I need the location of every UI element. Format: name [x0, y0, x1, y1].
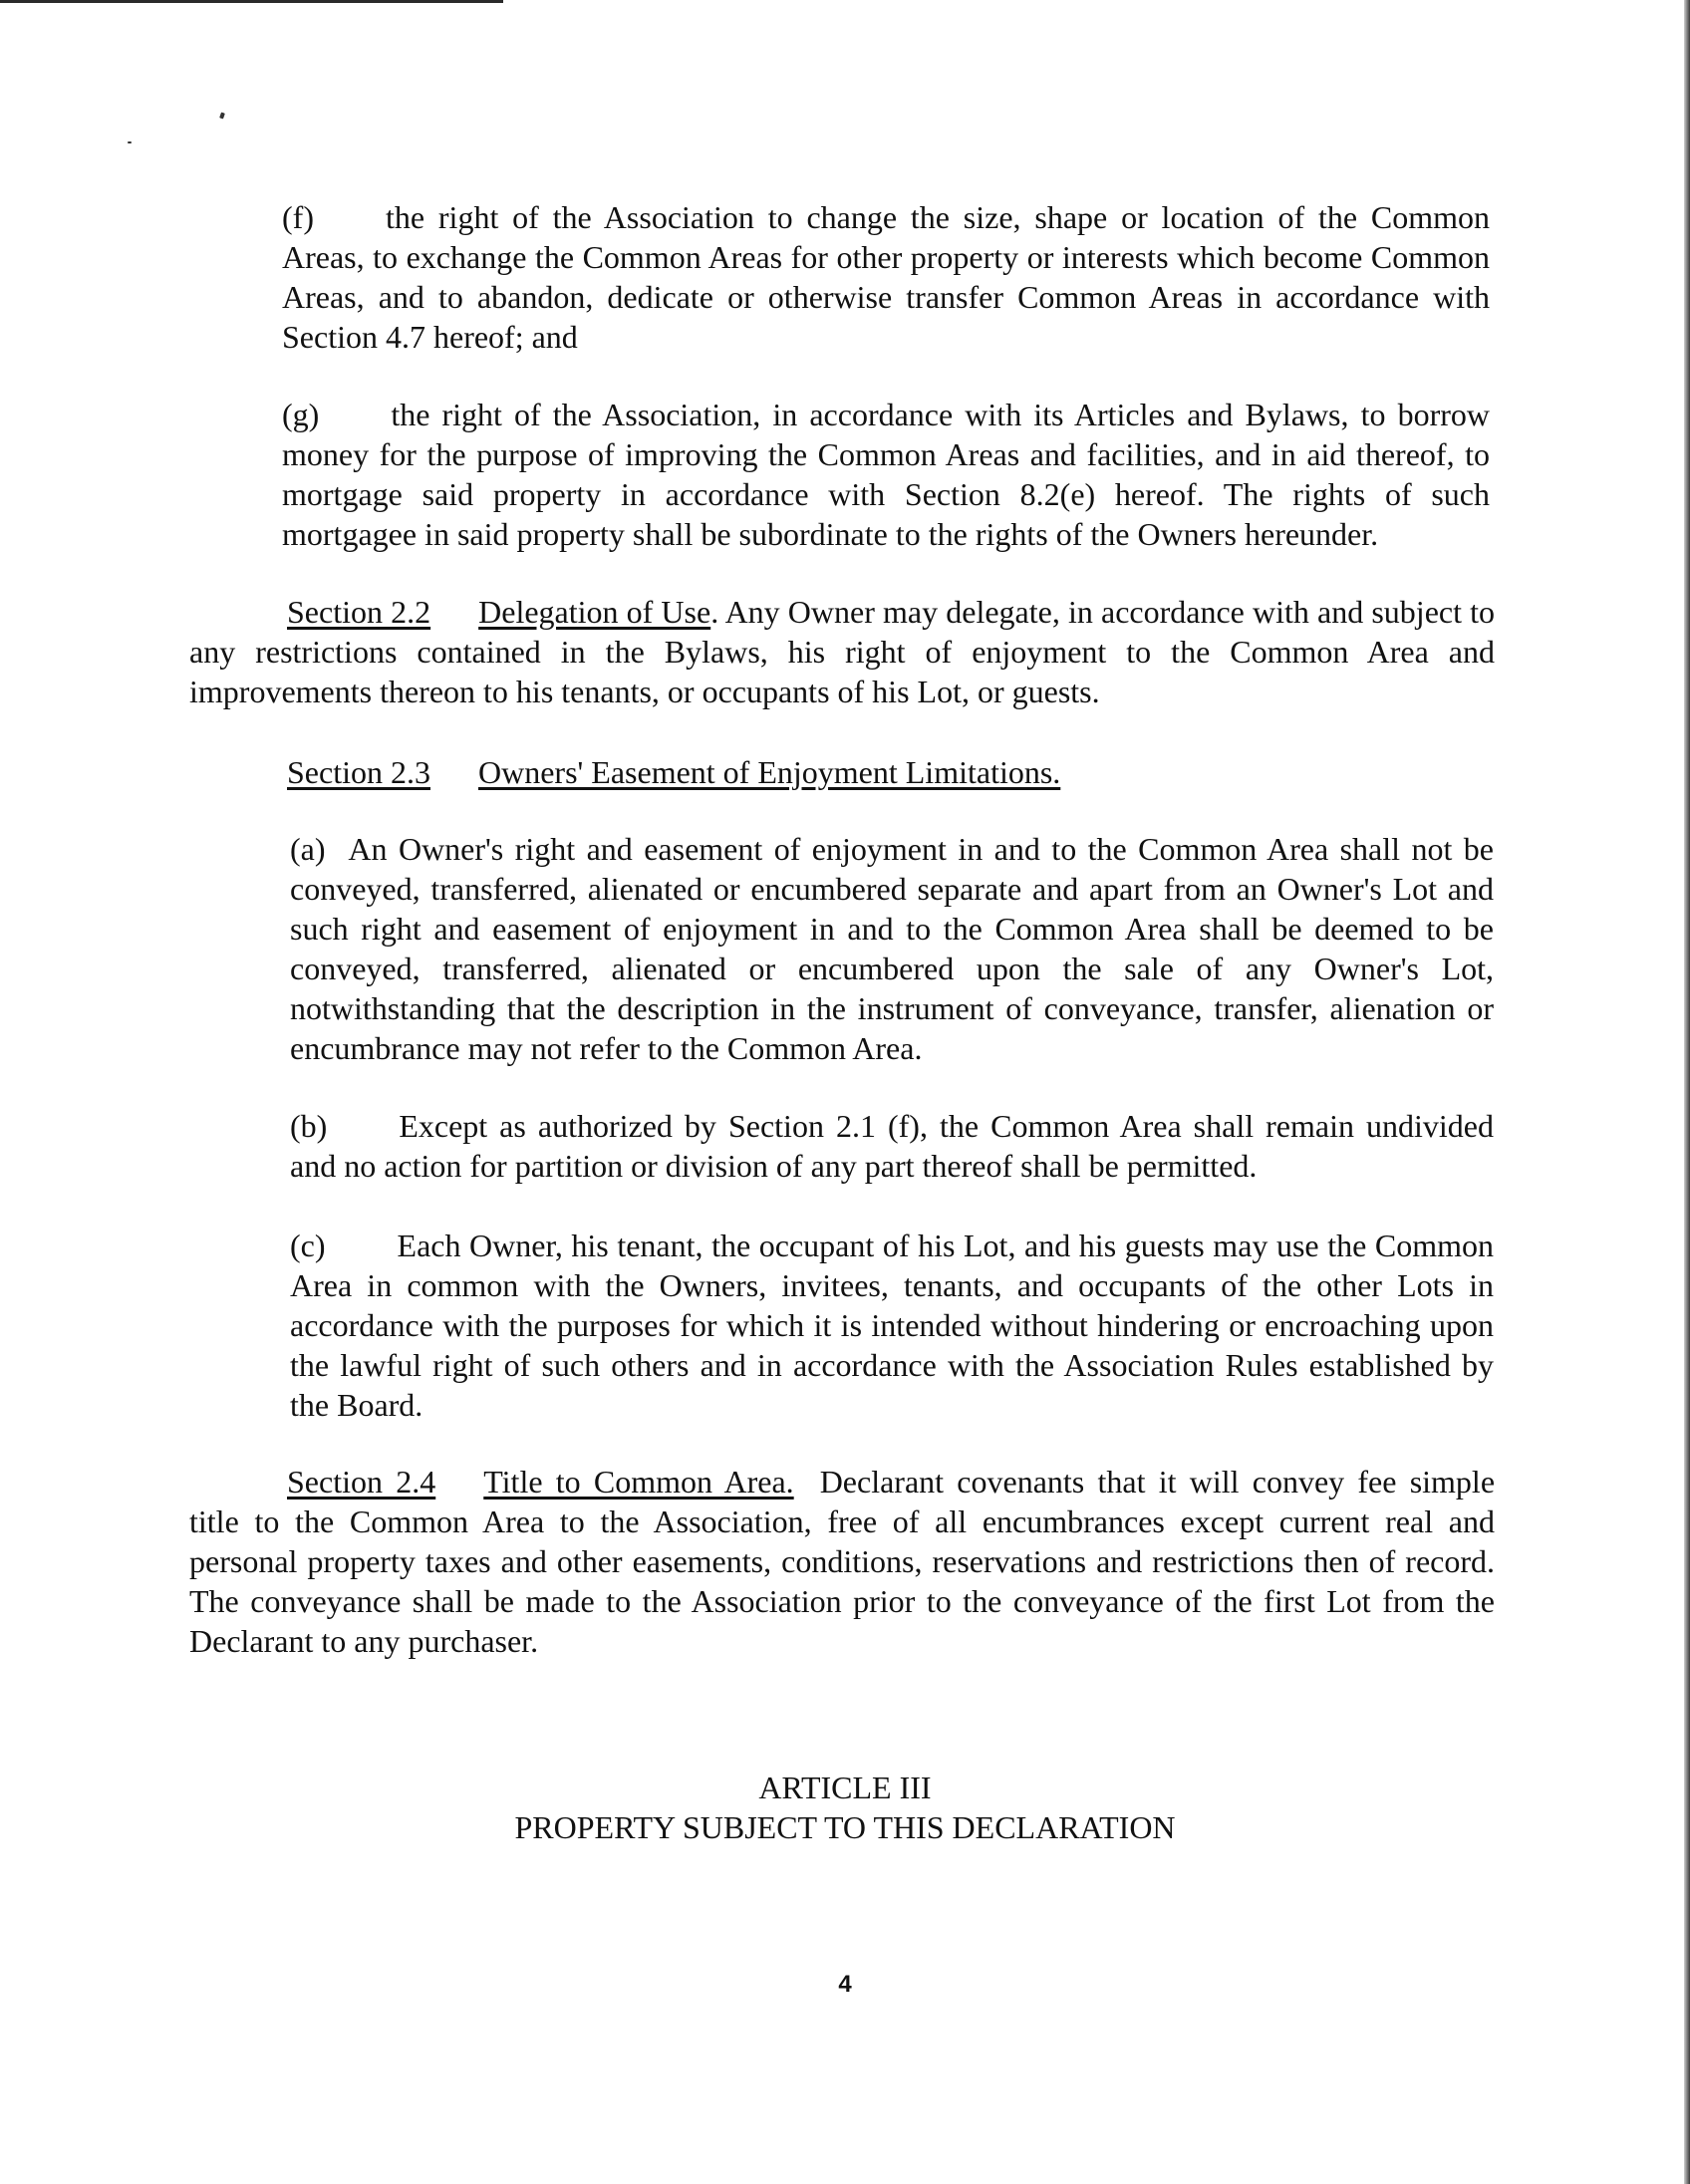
section-2-4-number: Section 2.4 — [287, 1464, 436, 1500]
item-g-paragraph — [282, 395, 1490, 554]
section-2-4-title: Title to Common Area. — [483, 1464, 794, 1500]
scan-speck — [128, 141, 132, 143]
section-2-3-heading — [189, 752, 1495, 792]
section-2-2-body: . Any Owner may delegate, in accordance with and subject to any restrictions contained in the Bylaws, his right of enjoyment to the Common Area and improvements thereon to his tenants, or occupants of his Lot, or guests. — [189, 594, 1496, 709]
section-2-4-body: Declarant covenants that it will convey fee simple title to the Common Area to the Association, free of all encumbrances except current real and personal property taxes and other easements, conditions, reservations and restrictions then of record. The conveyance shall be made to the Association prior to the conveyance of the first Lot from the Declarant to any purchaser. — [189, 1464, 1496, 1659]
item-g-label: (g) — [282, 397, 320, 432]
section-2-3-title: Owners' Easement of Enjoyment Limitations. — [477, 754, 1061, 790]
item-f-label: (f) — [282, 199, 314, 235]
item-a-label: (a) — [290, 831, 326, 867]
item-a-text: An Owner's right and easement of enjoyment in and to the Common Area shall not be conveyed, transferred, alienated or encumbered separate and apart from an Owner's Lot and such right and easement of enjoyment in and to the Common Area shall be deemed to be conveyed, transferred, alienated or encumbered upon the sale of any Owner's Lot, notwithstanding that the description in the instrument of conveyance, transfer, alienation or encumbrance may not refer to the Common Area. — [290, 831, 1495, 1066]
section-2-4-paragraph — [189, 1462, 1495, 1661]
page-number: 4 — [838, 1971, 852, 1998]
article-title: PROPERTY SUBJECT TO THIS DECLARATION — [514, 1809, 1176, 1845]
item-b-label: (b) — [290, 1108, 328, 1144]
scan-speck — [219, 112, 225, 119]
section-2-2-title: Delegation of Use — [478, 594, 711, 630]
item-c-paragraph — [290, 1226, 1494, 1425]
item-f-paragraph — [282, 197, 1490, 357]
item-b-text: Except as authorized by Section 2.1 (f), the Common Area shall remain undivided and no action for partition or division of any part thereof shall be permitted. — [290, 1108, 1494, 1184]
item-c-label: (c) — [290, 1228, 326, 1263]
scan-right-edge — [1684, 0, 1690, 2184]
section-2-2-number: Section 2.2 — [287, 594, 431, 630]
item-c-text: Each Owner, his tenant, the occupant of his Lot, and his guests may use the Common Area in common with the Owners, invitees, tenants, and occupants of the other Lots in accordance with the purposes for which it is intended without hindering or encroaching upon the lawful right of such others and in accordance with the Association Rules established by the Board. — [290, 1228, 1494, 1423]
item-a-paragraph — [290, 829, 1494, 1068]
item-f-text: the right of the Association to change the size, shape or location of the Common Areas, to exchange the Common Areas for other property or interests which become Common Areas, and to abandon, dedicate or otherwise transfer Common Areas in accordance with Section 4.7 hereof; and — [282, 199, 1490, 355]
article-number: ARTICLE III — [758, 1770, 932, 1805]
section-2-2-paragraph — [189, 592, 1495, 711]
item-b-paragraph — [290, 1106, 1494, 1186]
item-g-text: the right of the Association, in accordance with its Articles and Bylaws, to borrow money for the purpose of improving the Common Areas and facilities, and in aid thereof, to mortgage said property in accordance with Section 8.2(e) hereof. The rights of such mortgagee in said property shall be subordinate to the rights of the Owners hereunder. — [282, 397, 1490, 552]
section-2-3-number: Section 2.3 — [287, 754, 430, 790]
scan-top-line — [0, 0, 503, 3]
